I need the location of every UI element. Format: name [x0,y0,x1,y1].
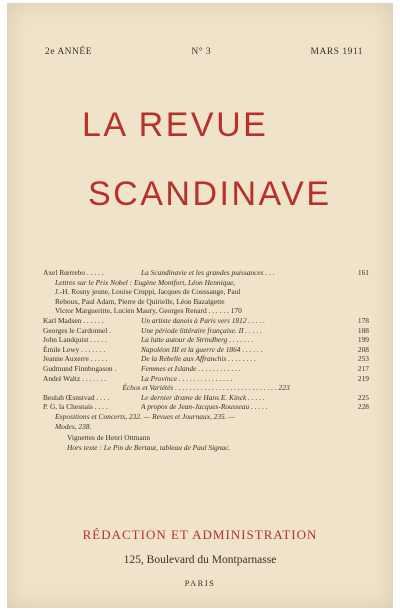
toc-page: 225 [357,392,369,402]
issue-year: 2e ANNÉE [45,47,93,57]
toc-work: A propos de Jean-Jacques-Rousseau . . . . . [141,402,268,412]
expositions-line: Expositions et Concerts, 232. — Revues et Journaux, 235. — [55,411,236,421]
toc-page: 188 [357,325,369,335]
redaction-heading: RÉDACTION ET ADMINISTRATION [82,527,318,542]
toc-author: P. G. la Chesnais . . . . [43,402,108,412]
toc-row [43,364,369,374]
issue-date: MARS 1911 [310,47,363,57]
toc-page: 219 [357,373,369,383]
magazine-cover [7,3,393,608]
toc-page: 161 [357,268,369,277]
toc-author: Émile Lewy . . . . . . . [43,344,106,354]
toc-page: 208 [357,344,369,354]
toc-work: La Scandinavie et les grandes puissances . . . [141,268,275,277]
toc-work: Femmes et Islande . . . . . . . . . . . . [141,363,241,373]
toc-row [43,393,369,403]
toc-work: De la Rebelle aux Affranchis . . . . . . . . [141,354,256,364]
toc-row [43,345,369,355]
title-line-1: LA REVUE [82,106,269,144]
toc-page: 199 [357,335,369,345]
toc-work: Un artiste danois à Paris vers 1812 . . . . . [141,315,265,325]
toc-page: 178 [357,315,369,325]
toc-work: Napoléon III et la guerre de 1864 . . . . . . [141,344,263,354]
modes-line: Modes, 238. [55,421,92,431]
toc-row [43,316,369,326]
nobel-line: Reboux, Paul Adam, Pierre de Quirielle, Léon Bazalgette [55,296,225,306]
toc-work: La lutte autour de Strindberg . . . . . . . [141,335,254,345]
toc-author: Axel Rœrrebo . . . . . [43,268,104,277]
nobel-line: Victor Margueritte, Lucien Maury, Georges Renard . . . . . . 170 [55,306,242,316]
echos-line: Échos et Variétés . . . . . . . . . . . . . . . . . . . . . . . . . . . . 223 [122,383,290,393]
toc-work: Une période littéraire française. II . . . . . [141,325,263,335]
toc-row [43,354,369,364]
publisher-address: 125, Boulevard du Montparnasse [123,554,277,566]
issue-number: N° 3 [191,47,212,57]
toc-author: André Waltz . . . . . . . [43,373,107,383]
nobel-line: J.-H. Rosny jeune, Louise Cruppi, Jacques de Coussange, Paul [55,287,241,297]
nobel-line: Lettres sur le Prix Nobel : Eugène Montfort, Léon Hennique, [55,277,236,287]
toc-author: Beulah Œsnstvad . . . . [43,392,110,402]
toc-page: 228 [357,402,369,412]
toc-row [43,374,369,384]
toc-author: Gudmund Finnbogason . [43,363,117,373]
toc-work: Le dernier drame de Hans E. Kinck . . . . . [141,392,265,402]
table-of-contents [43,268,369,452]
toc-work: La Province . . . . . . . . . . . . . . . [141,373,233,383]
toc-page: 217 [357,363,369,373]
title-line-2: SCANDINAVE [88,175,332,213]
toc-row [43,402,369,412]
toc-row [43,326,369,336]
toc-page: 253 [357,354,369,364]
issue-header [45,47,363,57]
toc-row [43,335,369,345]
toc-author: John Landquist . . . . . [43,335,107,345]
toc-author: Jeanne Auxerre . . . . . [43,354,108,364]
toc-row [43,268,369,278]
toc-author: Karl Madsen . . . . . . [43,315,104,325]
hors-texte-credit: Hors texte : Le Pin de Bertaut, tableau de Paul Signac. [67,442,231,452]
publisher-city: PARIS [184,578,216,588]
toc-author: Georges le Cardonnel . [43,325,112,335]
vignettes-credit: Vignettes de Henri Ottmann [67,433,151,443]
